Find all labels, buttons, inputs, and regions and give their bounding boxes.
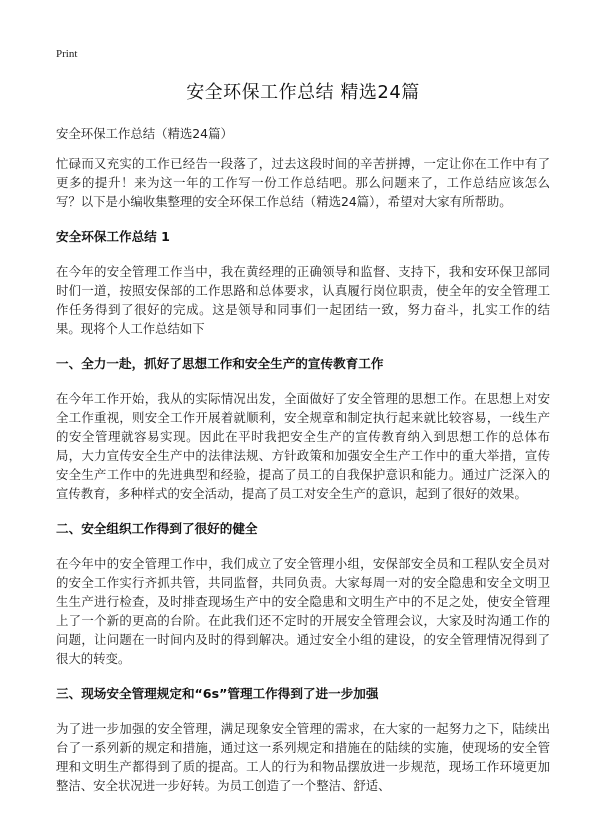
document-body [56, 78, 550, 812]
document-subtitle: 安全环保工作总结（精选24篇） [56, 126, 233, 141]
section-paragraph-4: 为了进一步加强的安全管理，满足现象安全管理的需求，在大家的一起努力之下，陆续出台了一系列新的规定和措施，通过这一系列规定和措施在的陆续的实施，使现场的安全管理和文明生产都得到了质的提高。工人的行为和物品摆放进一步规范，现场工作环境更加整洁、安全状况进一步好转。为员工创造了一个整洁、舒适、 [56, 721, 550, 793]
section-heading-2: 一、全力一赴，抓好了思想工作和安全生产的宣传教育工作 [56, 356, 384, 371]
section-heading-3: 二、安全组织工作得到了很好的健全 [56, 521, 258, 536]
section-paragraph-2: 在今年工作开始，我从的实际情况出发，全面做好了安全管理的思想工作。在思想上对安全工作重视，则安全工作开展着就顺利，安全规章和制定执行起来就比较容易，一线生产的安全管理就容易实现。因此在平时我把安全生产的宣传教育纳入到思想工作的总体布局，大力宣传安全生产中的法律法规、方针政策和加强安全生产工作中的重大举措，宣传安全生产工作中的先进典型和经验，提高了员工的自我保护意识和能力。通过广泛深入的宣传教育，多种样式的安全活动，提高了员工对安全生产的意识，起到了很好的效果。 [56, 391, 550, 501]
page-title: 安全环保工作总结 精选24篇 [186, 82, 420, 103]
intro-paragraph: 忙碌而又充实的工作已经告一段落了，过去这段时间的辛苦拼搏，一定让你在工作中有了更多的提升！来为这一年的工作写一份工作总结吧。那么问题来了，工作总结应该怎么写？以下是小编收集整理的安全环保工作总结（精选24篇），希望对大家有所帮助。 [56, 156, 550, 209]
section-heading-4: 三、现场安全管理规定和“6s”管理工作得到了进一步加强 [56, 686, 379, 701]
section-heading-1: 安全环保工作总结 1 [56, 229, 170, 244]
section-paragraph-1: 在今年的安全管理工作当中，我在黄经理的正确领导和监督、支持下，我和安环保卫部同时们一道，按照安保部的工作思路和总体要求，认真履行岗位职责，使全年的安全管理工作任务得到了很好的完成。这是领导和同事们一起团结一致，努力奋斗，扎实工作的结果。现将个人工作总结如下 [56, 264, 550, 336]
section-paragraph-3: 在今年中的安全管理工作中，我们成立了安全管理小组，安保部安全员和工程队安全员对的安全工作实行齐抓共管，共同监督，共同负责。大家每周一对的安全隐患和安全文明卫生生产进行检查，及时排查现场生产中的安全隐患和文明生产中的不足之处，使安全管理上了一个新的更高的台阶。在此我们还不定时的开展安全管理会议，大家及时沟通工作的问题，让问题在一时间内及时的得到解决。通过安全小组的建设，的安全管理情况得到了很大的转变。 [56, 556, 550, 666]
print-link[interactable]: Print [56, 48, 78, 60]
